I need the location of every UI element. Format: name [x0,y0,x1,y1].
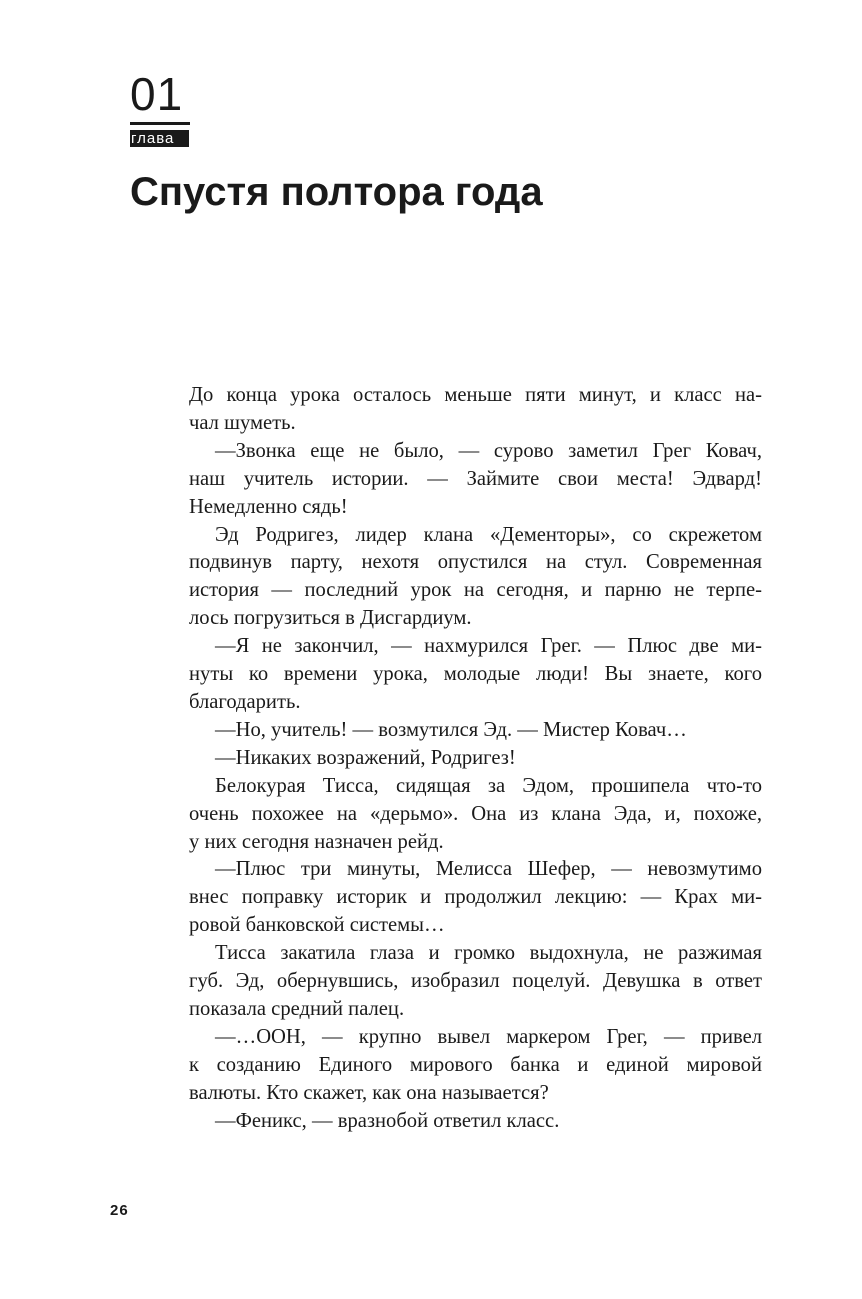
paragraph [189,382,762,438]
paragraph [189,940,762,1024]
text-line: Тисса закатила глаза и громко выдохнула, не разжимая [215,942,762,965]
chapter-number: 01 [130,68,190,125]
text-line: история — последний урок на сегодня, и парню не терпе- [189,579,762,602]
paragraph [189,745,762,773]
paragraph [189,717,762,745]
paragraph [189,633,762,717]
text-line: —Но, учитель! — возмутился Эд. — Мистер Ковач… [215,718,687,741]
paragraph [189,856,762,940]
text-line: Немедленно сядь! [189,495,348,518]
chapter-title: Спустя полтора года [130,170,543,214]
text-line: ровой банковской системы… [189,914,445,937]
text-line: подвинув парту, нехотя опустился на стул. Современная [189,551,762,574]
text-line: очень похожее на «дерьмо». Она из клана Эда, и, похоже, [189,802,762,825]
text-line: у них сегодня назначен рейд. [189,830,444,853]
paragraph [189,773,762,857]
text-line: —Феникс, — вразнобой ответил класс. [215,1109,560,1132]
text-line: показала средний палец. [189,997,405,1020]
page-number: 26 [110,1202,129,1219]
text-line: —…ООН, — крупно вывел маркером Грег, — привел [215,1025,762,1048]
text-line: Белокурая Тисса, сидящая за Эдом, прошипела что-то [215,774,762,797]
text-line: нуты ко времени урока, молодые люди! Вы знаете, кого [189,663,762,686]
text-line: чал шуметь. [189,411,296,434]
text-line: к созданию Единого мирового банка и единой мировой [189,1053,762,1076]
text-line: валюты. Кто скажет, как она называется? [189,1081,549,1104]
chapter-label: глава [130,130,189,147]
text-line: Эд Родригез, лидер клана «Дементоры», со скрежетом [215,523,762,546]
paragraph [189,1024,762,1108]
text-line: —Звонка еще не было, — сурово заметил Грег Ковач, [215,439,762,462]
text-line: До конца урока осталось меньше пяти минут, и класс на- [189,384,762,406]
paragraph [189,1108,762,1136]
text-line: —Я не закончил, — нахмурился Грег. — Плюс две ми- [215,635,762,658]
text-line: —Плюс три минуты, Мелисса Шефер, — невозмутимо [215,858,762,881]
text-line: губ. Эд, обернувшись, изобразил поцелуй. Девушка в ответ [189,970,762,993]
body-text [189,382,762,1135]
text-line: лось погрузиться в Дисгардиум. [189,607,472,630]
text-line: —Никаких возражений, Родригез! [215,746,516,769]
text-line: благодарить. [189,690,301,713]
text-line: внес поправку историк и продолжил лекцию: — Крах ми- [189,886,762,909]
text-line: наш учитель истории. — Займите свои места! Эдвард! [189,467,762,490]
paragraph [189,438,762,522]
chapter-header [130,68,190,148]
paragraph [189,522,762,634]
